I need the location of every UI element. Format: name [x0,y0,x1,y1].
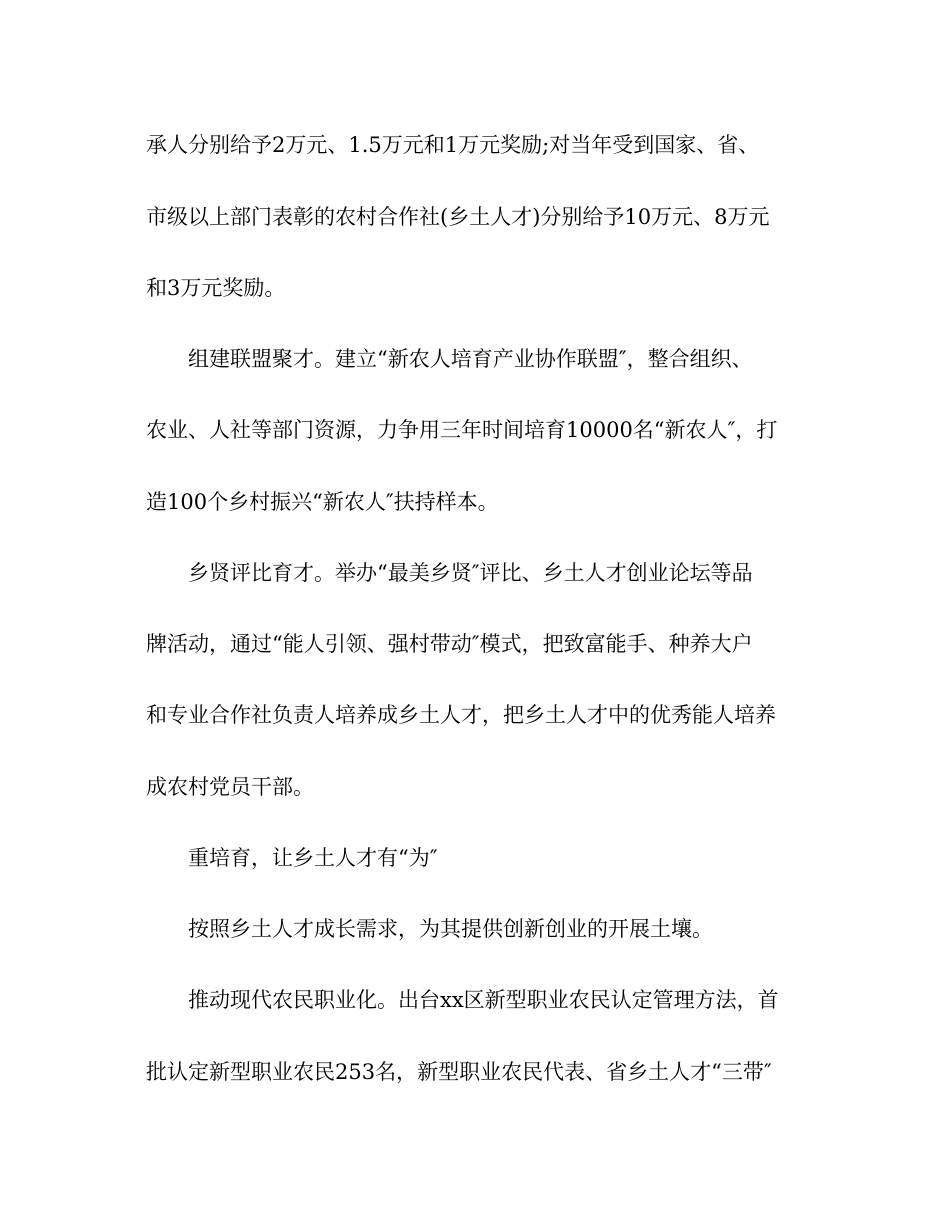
paragraph-start-line: 组建联盟聚才。建立“新农人培育产业协作联盟″，整合组织、 [188,347,753,371]
text-line: 和3万元奖励。 [146,276,286,300]
text-line: 和专业合作社负责人培养成乡土人才，把乡土人才中的优秀能人培养 [146,703,776,727]
text-line: 市级以上部门表彰的农村合作社(乡土人才)分别给予10万元、8万元 [146,205,770,229]
text-line: 造100个乡村振兴“新农人″扶持样本。 [146,490,499,514]
text-line: 农业、人社等部门资源，力争用三年时间培育10000名“新农人″，打 [146,418,778,442]
text-line: 牌活动，通过“能人引领、强村带动″模式，把致富能手、种养大户 [146,632,753,656]
paragraph-start-line: 乡贤评比育才。举办“最美乡贤″评比、乡土人才创业论坛等品 [188,561,753,585]
paragraph-start-line: 按照乡土人才成长需求，为其提供创新创业的开展土壤。 [188,917,713,941]
text-line: 批认定新型职业农民253名，新型职业农民代表、省乡土人才“三带″ [146,1060,772,1084]
text-line: 成农村党员干部。 [146,775,314,799]
text-line: 承人分别给予2万元、1.5万元和1万元奖励;对当年受到国家、省、 [146,133,760,157]
paragraph-start-line: 推动现代农民职业化。出台xx区新型职业农民认定管理方法，首 [188,988,779,1012]
section-heading: 重培育，让乡土人才有“为″ [188,846,438,870]
